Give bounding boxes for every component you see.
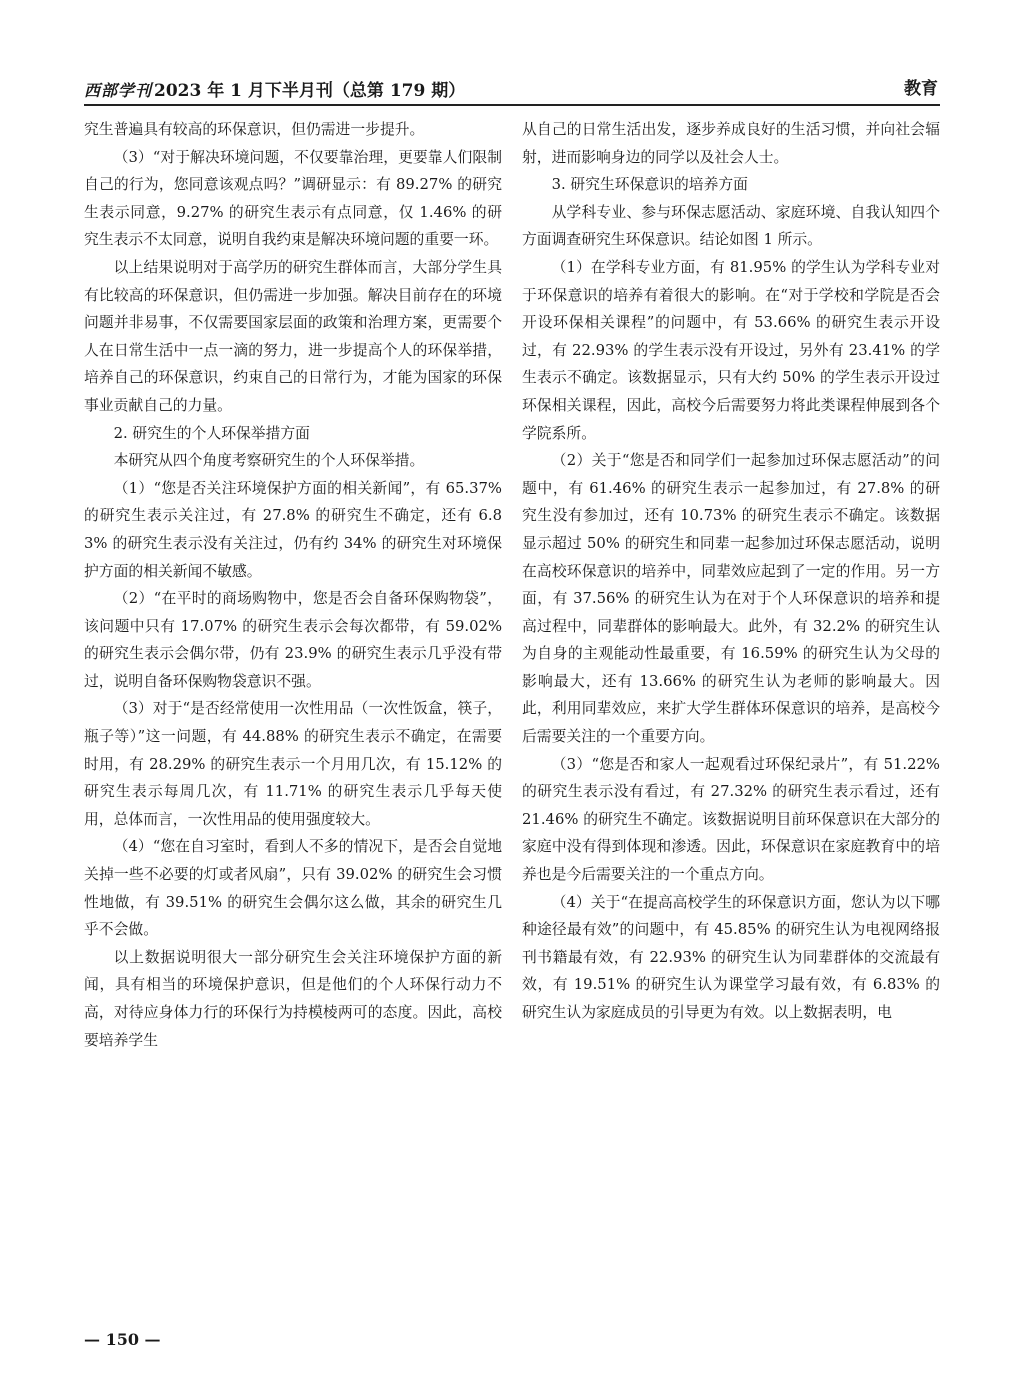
- paragraph: 本研究从四个角度考察研究生的个人环保举措。: [113, 452, 425, 470]
- section-label: 教育: [904, 79, 938, 99]
- paragraph: （1）在学科专业方面，有 81.95% 的学生认为学科专业对于环保意识的培养有着很大的影响。在“对于学校和学院是否会开设环保相关课程”的问题中，有 53.66% 的研究生表示开设过，有 22.93% 的学生表示没有开设过，另外有 23.41% 的学生表示不确定。该数据显示，只有大约 50% 的学生表示开设过环保相关课程，因此，高校今后需要努力将此类课程伸展到各个学院系所。: [522, 258, 940, 442]
- paragraph: 从自己的日常生活出发，逐步养成良好的生活习惯，并向社会辐射，进而影响身边的同学以及社会人士。: [522, 121, 940, 166]
- left-column: [84, 116, 502, 1316]
- issue-info: 2023 年 1 月下半月刊（总第 179 期）: [154, 81, 466, 101]
- journal-logo: 西部学刊: [84, 81, 153, 100]
- paragraph: 从学科专业、参与环保志愿活动、家庭环境、自我认知四个方面调查研究生环保意识。结论如图 1 所示。: [522, 203, 940, 249]
- header-rule: [84, 104, 940, 106]
- paragraph: （4）关于“在提高高校学生的环保意识方面，您认为以下哪种途径最有效”的问题中，有 45.85% 的研究生认为电视网络报刊书籍最有效，有 22.93% 的研究生认为同辈群体的交流最有效，有 19.51% 的研究生认为课堂学习最有效，有 6.83% 的研究生认为家庭成员的引导更为有效。以上数据表明，电: [522, 893, 940, 1021]
- paragraph: （1）“您是否关注环境保护方面的相关新闻”，有 65.37% 的研究生表示关注过，有 27.8% 的研究生不确定，还有 6.83% 的研究生表示没有关注过，仍有约 34% 的研究生对环境保护方面的相关新闻不敏感。: [84, 479, 502, 580]
- section-heading: 3. 研究生环保意识的培养方面: [551, 176, 748, 194]
- paragraph: （3）“您是否和家人一起观看过环保纪录片”，有 51.22% 的研究生表示没有看过，有 27.32% 的研究生表示看过，还有 21.46% 的研究生不确定。该数据说明目前环保意识在大部分的家庭中没有得到体现和渗透。因此，环保意识在家庭教育中的培养也是今后需要关注的一个重点方向。: [522, 755, 940, 884]
- paragraph: （4）“您在自习室时，看到人不多的情况下，是否会自觉地关掉一些不必要的灯或者风扇”，只有 39.02% 的研究生会习惯性地做，有 39.51% 的研究生会偶尔这么做，其余的研究生几乎不会做。: [84, 838, 502, 939]
- section-heading: 2. 研究生的个人环保举措方面: [113, 424, 310, 442]
- paragraph: 究生普遍具有较高的环保意识，但仍需进一步提升。: [84, 121, 425, 138]
- paragraph: 以上数据说明很大一部分研究生会关注环境保护方面的新闻，具有相当的环境保护意识，但是他们的个人环保行动力不高，对待应身体力行的环保行为持模棱两可的态度。因此，高校要培养学生: [84, 948, 502, 1049]
- paragraph: （3）对于“是否经常使用一次性用品（一次性饭盒，筷子，瓶子等）”这一问题，有 44.88% 的研究生表示不确定，在需要时用，有 28.29% 的研究生表示一个月用几次，有 15.12% 的研究生表示每周几次，有 11.71% 的研究生表示几乎每天使用，总体而言，一次性用品的使用强度较大。: [84, 700, 502, 828]
- running-header: [84, 70, 940, 106]
- page-number: — 150 —: [84, 1330, 161, 1349]
- paragraph: （3）“对于解决环境问题，不仅要靠治理，更要靠人们限制自己的行为，您同意该观点吗？”调研显示：有 89.27% 的研究生表示同意，9.27% 的研究生表示有点同意，仅 1.46% 的研究生表示不太同意，说明自我约束是解决环境问题的重要一环。: [84, 148, 502, 249]
- header-left: [84, 76, 465, 101]
- paragraph: 以上结果说明对于高学历的研究生群体而言，大部分学生具有比较高的环保意识，但仍需进一步加强。解决目前存在的环境问题并非易事，不仅需要国家层面的政策和治理方案，更需要个人在日常生活中一点一滴的努力，进一步提高个人的环保举措，培养自己的环保意识，约束自己的日常行为，才能为国家的环保事业贡献自己的力量。: [84, 258, 502, 414]
- paragraph: （2）“在平时的商场购物中，您是否会自备环保购物袋”，该问题中只有 17.07% 的研究生表示会每次都带，有 59.02% 的研究生表示会偶尔带，仍有 23.9% 的研究生表示几乎没有带过，说明自备环保购物袋意识不强。: [84, 590, 502, 690]
- right-column: [522, 116, 940, 1316]
- paragraph: （2）关于“您是否和同学们一起参加过环保志愿活动”的问题中，有 61.46% 的研究生表示一起参加过，有 27.8% 的研究生没有参加过，还有 10.73% 的研究生表示不确定。该数据显示超过 50% 的研究生和同辈一起参加过环保志愿活动，说明在高校环保意识的培养中，同辈效应起到了一定的作用。另一方面，有 37.56% 的研究生认为在对于个人环保意识的培养和提高过程中，同辈群体的影响最大。此外，有 32.2% 的研究生认为自身的主观能动性最重要，有 16.59% 的研究生认为父母的影响最大，还有 13.66% 的研究生认为老师的影响最大。因此，利用同辈效应，来扩大学生群体环保意识的培养，是高校今后需要关注的一个重要方向。: [522, 452, 940, 746]
